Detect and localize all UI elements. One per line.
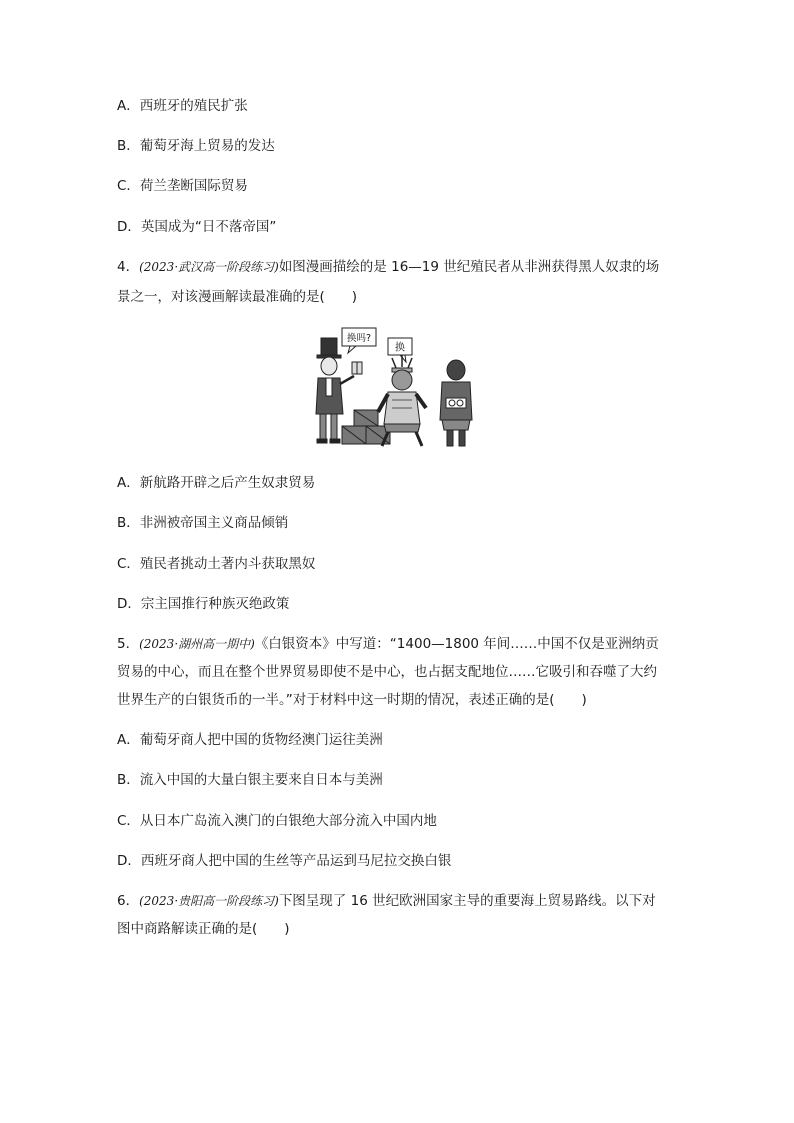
- q3-option-b: B．葡萄牙海上贸易的发达: [117, 138, 275, 154]
- q5-number: 5．: [117, 636, 140, 652]
- q5-stem-line1: [117, 634, 659, 654]
- q4-stem-text: 如图漫画描绘的是 16—19 世纪殖民者从非洲获得黑人奴隶的场: [278, 259, 660, 275]
- q4-option-b: B．非洲被帝国主义商品倾销: [117, 515, 289, 531]
- q6-source: (2023·贵阳高一阶段练习): [139, 894, 279, 908]
- q5-stem-line3: 世界生产的白银货币的一半。”对于材料中这一时期的情况，表述正确的是( ): [117, 692, 587, 708]
- q6-stem-text: 下图呈现了 16 世纪欧洲国家主导的重要海上贸易路线。以下对: [278, 893, 656, 909]
- q4-option-d: D．宗主国推行种族灭绝政策: [117, 596, 290, 612]
- speech-bubble-left: [342, 328, 376, 353]
- slave-trade-cartoon: [310, 322, 486, 450]
- q5-option-a: A．葡萄牙商人把中国的货物经澳门运往美洲: [117, 732, 383, 748]
- q5-stem-text: 《白银资本》中写道：“1400—1800 年间……中国不仅是亚洲纳贡: [254, 636, 659, 652]
- q4-number: 4．: [117, 259, 140, 275]
- q5-option-c: C．从日本广岛流入澳门的白银绝大部分流入中国内地: [117, 813, 437, 829]
- q6-number: 6．: [117, 893, 140, 909]
- crates: [342, 410, 390, 444]
- q4-option-c: C．殖民者挑动土著内斗获取黑奴: [117, 556, 316, 572]
- slave-figure: [440, 360, 472, 446]
- bubble-right-text: 换: [395, 342, 405, 354]
- q5-option-b: B．流入中国的大量白银主要来自日本与美洲: [117, 772, 383, 788]
- q3-option-c: C．荷兰垄断国际贸易: [117, 178, 248, 194]
- q5-source: (2023·湖州高一期中): [139, 637, 255, 651]
- bubble-left-text: 换吗?: [346, 333, 372, 344]
- q5-stem-line2: 贸易的中心，而且在整个世界贸易即使不是中心，也占据支配地位……它吸引和吞噬了大约: [117, 664, 657, 680]
- q4-option-a: A．新航路开辟之后产生奴隶贸易: [117, 475, 316, 491]
- q6-stem-line1: [117, 891, 656, 911]
- q4-source: (2023·武汉高一阶段练习): [139, 260, 279, 274]
- q4-stem-line1: [117, 257, 659, 277]
- q5-option-d: D．西班牙商人把中国的生丝等产品运到马尼拉交换白银: [117, 853, 452, 869]
- q4-stem-line2: 景之一，对该漫画解读最准确的是( ): [117, 289, 358, 305]
- q3-option-d: D．英国成为“日不落帝国”: [117, 219, 277, 235]
- q3-option-a: A．西班牙的殖民扩张: [117, 98, 248, 114]
- q6-stem-line2: 图中商路解读正确的是( ): [117, 921, 290, 937]
